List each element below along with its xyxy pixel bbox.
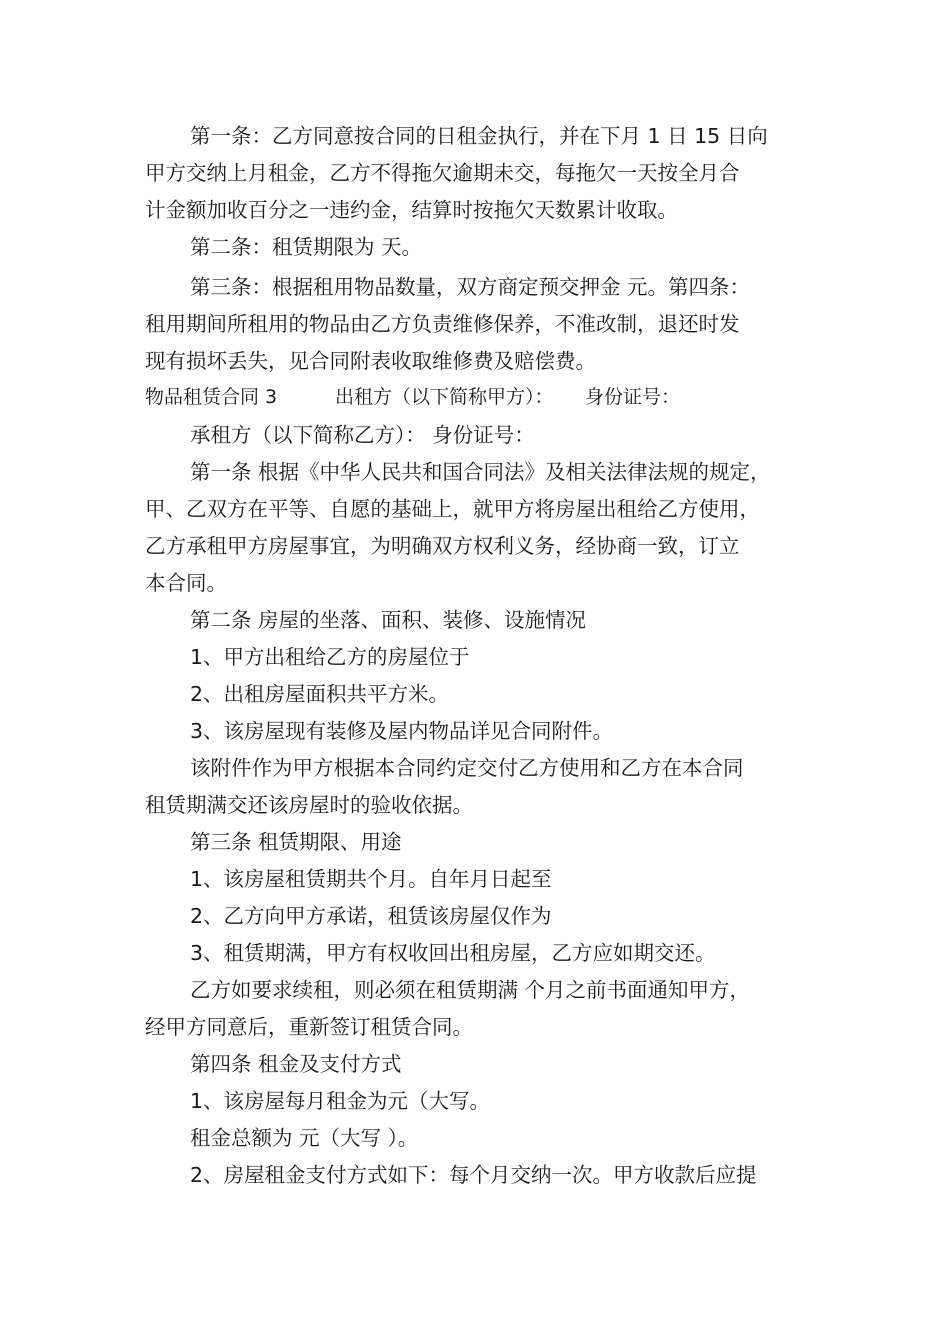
lessor-label: 出租方（以下简称甲方）： — [335, 386, 554, 408]
paragraph-line: 本合同。 — [145, 571, 227, 595]
paragraph-line: 经甲方同意后，重新签订租赁合同。 — [145, 1015, 473, 1039]
paragraph-line: 第二条：租赁期限为 天。 — [190, 235, 423, 259]
paragraph-line: 该附件作为甲方根据本合同约定交付乙方使用和乙方在本合同 — [190, 756, 744, 780]
paragraph-line: 1、该房屋每月租金为元（大写。 — [190, 1089, 491, 1113]
paragraph-line: 2、乙方向甲方承诺，租赁该房屋仅作为 — [190, 904, 552, 928]
paragraph-line: 租赁期满交还该房屋时的验收依据。 — [145, 793, 473, 817]
paragraph-line: 第一条：乙方同意按合同的日租金执行，并在下月 1 日 15 日向 — [190, 124, 768, 148]
paragraph-line: 1、该房屋租赁期共个月。自年月日起至 — [190, 867, 552, 891]
paragraph-line: 3、租赁期满，甲方有权收回出租房屋，乙方应如期交还。 — [190, 941, 716, 965]
paragraph-line: 租用期间所租用的物品由乙方负责维修保养，不准改制，退还时发 — [145, 312, 740, 336]
paragraph-line: 甲方交纳上月租金，乙方不得拖欠逾期未交，每拖欠一天按全月合 — [145, 161, 740, 185]
paragraph-line: 3、该房屋现有装修及屋内物品详见合同附件。 — [190, 719, 614, 743]
paragraph-line: 第一条 根据《中华人民共和国合同法》及相关法律法规的规定， — [190, 460, 771, 484]
id-number-label: 身份证号： — [585, 386, 681, 408]
document-body — [145, 118, 815, 1194]
contract-heading-line — [145, 380, 815, 414]
paragraph-line: 乙方如要求续租，则必须在租赁期满 个月之前书面通知甲方， — [190, 978, 751, 1002]
paragraph-line: 现有损坏丢失，见合同附表收取维修费及赔偿费。 — [145, 349, 596, 373]
paragraph-line: 1、甲方出租给乙方的房屋位于 — [190, 645, 470, 669]
paragraph-line: 承租方（以下简称乙方）： 身份证号： — [190, 423, 535, 447]
paragraph-line: 2、出租房屋面积共平方米。 — [190, 682, 450, 706]
paragraph-line: 乙方承租甲方房屋事宜，为明确双方权利义务，经协商一致，订立 — [145, 534, 740, 558]
paragraph-line: 第三条 租赁期限、用途 — [190, 830, 402, 854]
paragraph-line: 2、房屋租金支付方式如下：每个月交纳一次。甲方收款后应提 — [190, 1163, 757, 1187]
paragraph-line: 甲、乙双方在平等、自愿的基础上，就甲方将房屋出租给乙方使用， — [145, 497, 760, 521]
paragraph-line: 第二条 房屋的坐落、面积、装修、设施情况 — [190, 608, 587, 632]
contract-title: 物品租赁合同 3 — [145, 386, 278, 408]
paragraph-line: 计金额加收百分之一违约金，结算时按拖欠天数累计收取。 — [145, 198, 678, 222]
paragraph-line: 第三条：根据租用物品数量，双方商定预交押金 元。第四条： — [190, 275, 751, 299]
paragraph-line: 租金总额为 元（大写 ）。 — [190, 1126, 419, 1150]
paragraph-line: 第四条 租金及支付方式 — [190, 1052, 402, 1076]
